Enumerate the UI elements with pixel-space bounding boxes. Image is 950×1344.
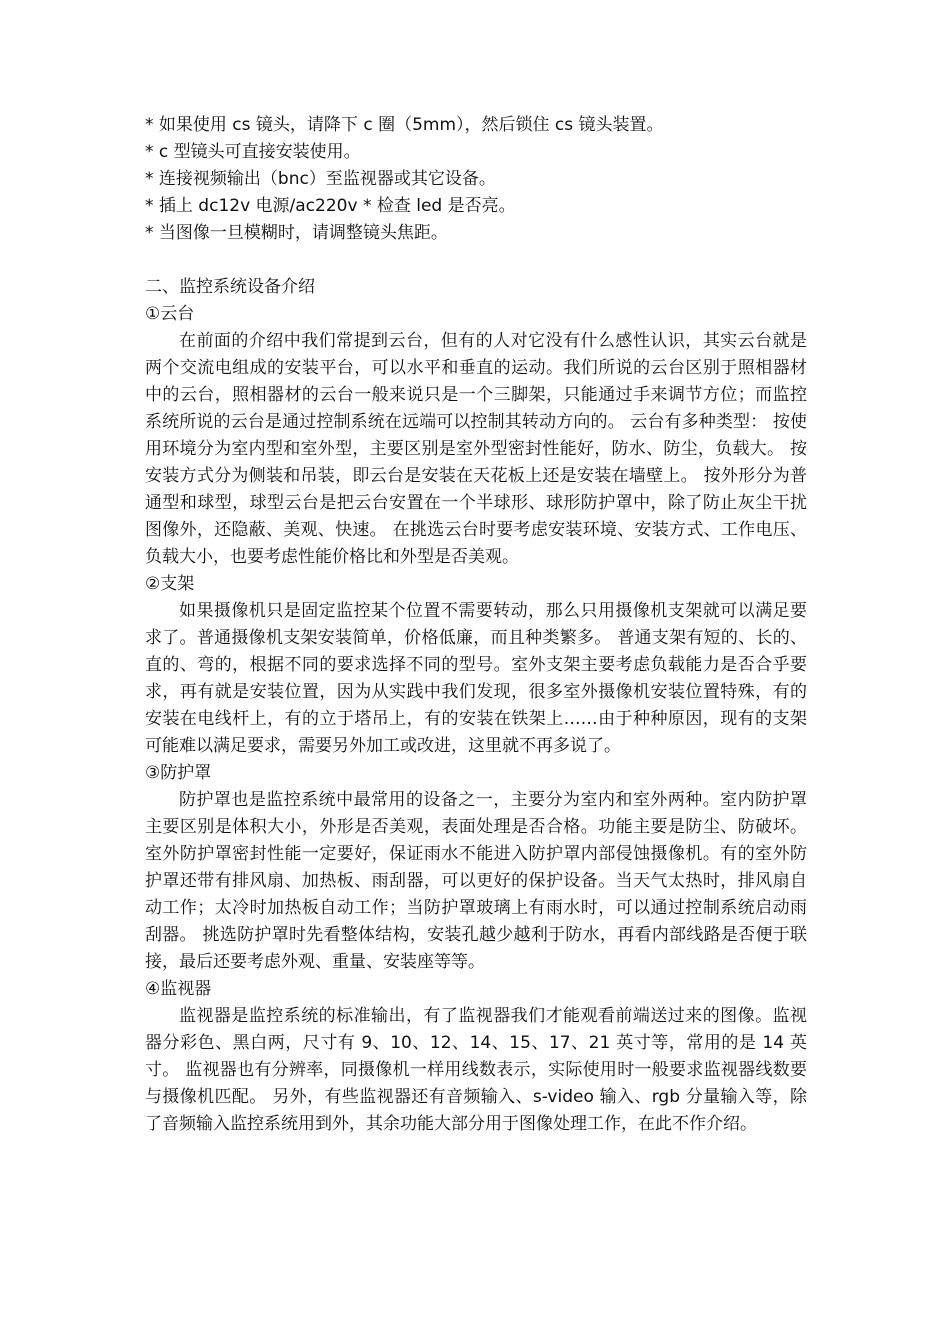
instruction-bullet-3: * 连接视频输出（bnc）至监视器或其它设备。: [145, 169, 496, 189]
section-title: 二、监控系统设备介绍: [145, 277, 315, 297]
subsection-body-monitor: 监视器是监控系统的标准输出，有了监视器我们才能观看前端送过来的图像。监视器分彩色、黑白两，尺寸有 9、10、12、14、15、17、21 英寸等，常用的是 14 英寸。 监视器也有分辨率，同摄像机一样用线数表示，实际使用时一般要求监视器线数要与摄像机匹配。 另外，有些监视器还有音频输入、s-video 输入、rgb 分量输入等，除了音频输入监控系统用到外，其余功能大部分用于图像处理工作，在此不作介绍。: [145, 1006, 807, 1134]
subsection-body-bracket: 如果摄像机只是固定监控某个位置不需要转动，那么只用摄像机支架就可以满足要求了。普通摄像机支架安装简单，价格低廉，而且种类繁多。 普通支架有短的、长的、直的、弯的，根据不同的要求选择不同的型号。室外支架主要考虑负载能力是否合乎要求，再有就是安装位置，因为从实践中我们发现，很多室外摄像机安装位置特殊，有的安装在电线杆上，有的立于塔吊上，有的安装在铁架上……由于种种原因，现有的支架可能难以满足要求，需要另外加工或改进，这里就不再多说了。: [145, 601, 807, 756]
subsection-heading-bracket: ②支架: [145, 574, 195, 594]
document-body: [145, 112, 807, 1138]
instruction-bullet-1: * 如果使用 cs 镜头，请降下 c 圈（5mm），然后锁住 cs 镜头装置。: [145, 115, 664, 135]
blank-line: [145, 247, 807, 274]
subsection-heading-housing: ③防护罩: [145, 763, 212, 783]
instruction-bullet-4: * 插上 dc12v 电源/ac220v * 检查 led 是否亮。: [145, 196, 516, 216]
instruction-bullet-2: * c 型镜头可直接安装使用。: [145, 142, 361, 162]
subsection-heading-monitor: ④监视器: [145, 979, 212, 999]
subsection-heading-pan-tilt: ①云台: [145, 304, 195, 324]
instruction-bullet-5: * 当图像一旦模糊时，请调整镜头焦距。: [145, 223, 448, 243]
subsection-body-housing: 防护罩也是监控系统中最常用的设备之一，主要分为室内和室外两种。室内防护罩主要区别是体积大小，外形是否美观，表面处理是否合格。功能主要是防尘、防破坏。 室外防护罩密封性能一定要好，保证雨水不能进入防护罩内部侵蚀摄像机。有的室外防护罩还带有排风扇、加热板、雨刮器，可以更好的保护设备。当天气太热时，排风扇自动工作；太冷时加热板自动工作；当防护罩玻璃上有雨水时，可以通过控制系统启动雨刮器。 挑选防护罩时先看整体结构，安装孔越少越利于防水，再看内部线路是否便于联接，最后还要考虑外观、重量、安装座等等。: [145, 790, 807, 972]
subsection-body-pan-tilt: 在前面的介绍中我们常提到云台，但有的人对它没有什么感性认识，其实云台就是两个交流电组成的安装平台，可以水平和垂直的运动。我们所说的云台区别于照相器材中的云台，照相器材的云台一般来说只是一个三脚架，只能通过手来调节方位；而监控系统所说的云台是通过控制系统在远端可以控制其转动方向的。 云台有多种类型： 按使用环境分为室内型和室外型，主要区别是室外型密封性能好，防水、防尘，负载大。 按安装方式分为侧装和吊装，即云台是安装在天花板上还是安装在墙壁上。 按外形分为普通型和球型，球型云台是把云台安置在一个半球形、球形防护罩中，除了防止灰尘干扰图像外，还隐蔽、美观、快速。 在挑选云台时要考虑安装环境、安装方式、工作电压、负载大小，也要考虑性能价格比和外型是否美观。: [145, 331, 807, 567]
